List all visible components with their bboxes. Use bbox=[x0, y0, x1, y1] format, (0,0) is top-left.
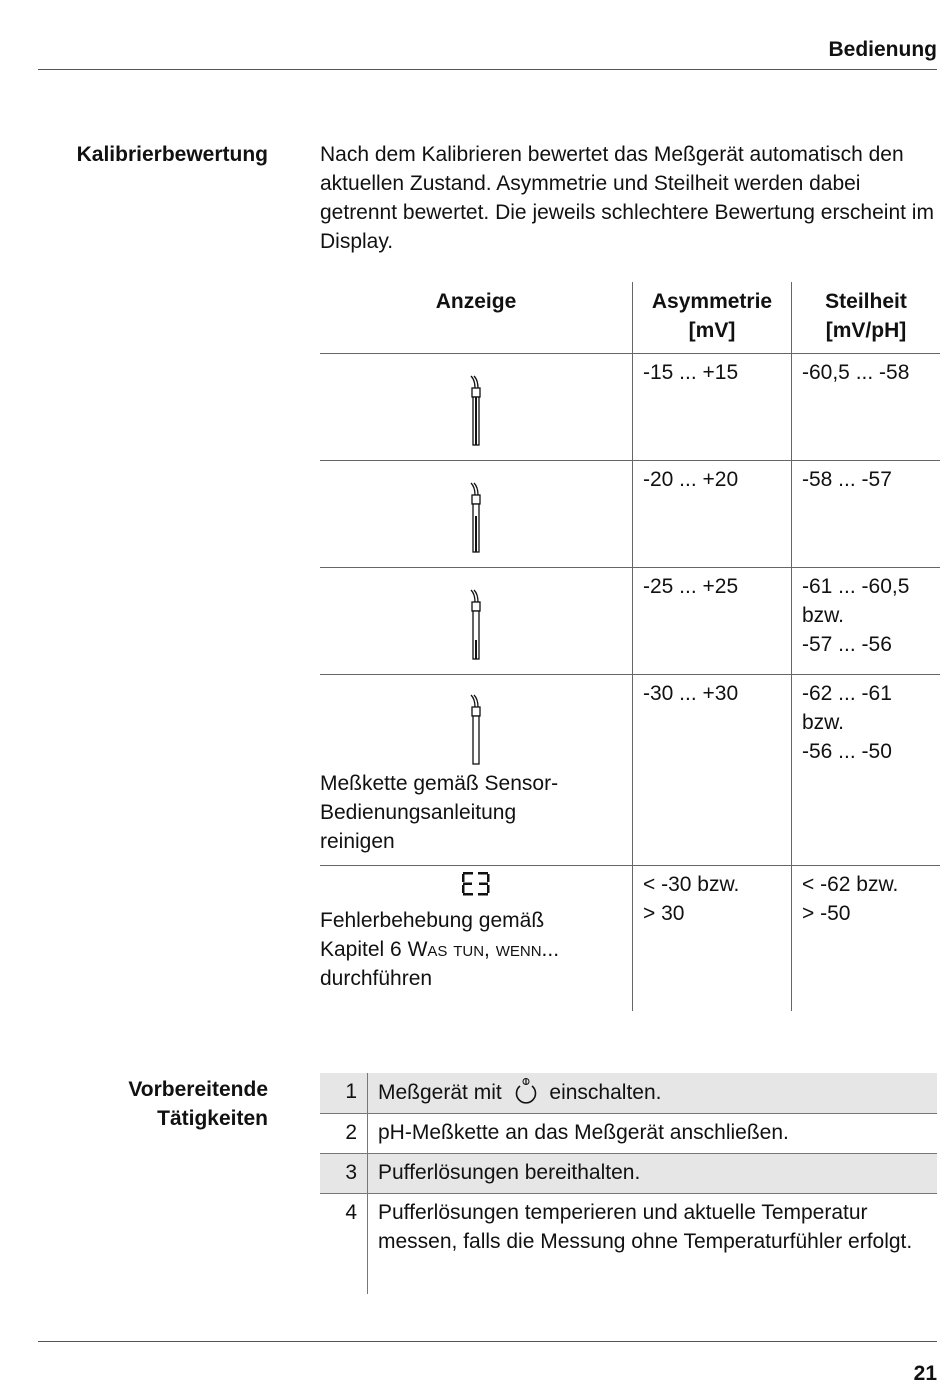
step-number: 1 bbox=[320, 1073, 368, 1113]
troubleshooting-note-line: Fehlerbehebung gemäß bbox=[320, 909, 545, 932]
slope-cell bbox=[791, 866, 940, 1011]
step-number: 4 bbox=[320, 1194, 368, 1294]
error-e3-icon bbox=[461, 870, 491, 898]
table-row bbox=[320, 354, 940, 461]
clean-note-line: Meßkette gemäß Sensor- bbox=[320, 772, 559, 795]
asymmetry-cell: -25 ... +25 bbox=[632, 568, 791, 674]
table-row bbox=[320, 866, 940, 1011]
slope-line: -62 ... -61 bbox=[802, 682, 892, 705]
header-rule bbox=[38, 69, 937, 70]
col-header-asymmetry-label: Asymmetrie bbox=[651, 290, 773, 313]
slope-cell: -60,5 ... -58 bbox=[791, 354, 940, 460]
slope-line: > -50 bbox=[802, 902, 851, 925]
table-header-row bbox=[320, 282, 940, 354]
step-text: Pufferlösungen temperieren und aktuelle Temperatur messen, falls die Messung ohne Temperaturfühler erfolgt. bbox=[378, 1201, 913, 1253]
footer-rule bbox=[38, 1341, 937, 1342]
step-text: pH-Meßkette an das Meßgerät anschließen. bbox=[378, 1121, 789, 1144]
list-item bbox=[320, 1073, 937, 1114]
calibration-intro: Nach dem Kalibrieren bewertet das Meßgerät automatisch den aktuellen Zustand. Asymmetrie und Steilheit werden dabei getrennt bewertet. Die jeweils schlechtere Bewertung erscheint im Display. bbox=[320, 143, 934, 253]
clean-note-line: Bedienungsanleitung bbox=[320, 801, 517, 824]
slope-line: -57 ... -56 bbox=[802, 633, 892, 656]
chapter-title: Was tun, wenn... bbox=[407, 938, 560, 961]
step-text: Pufferlösungen bereithalten. bbox=[378, 1161, 641, 1184]
header-section-title: Bedienung bbox=[828, 38, 937, 61]
list-item bbox=[320, 1194, 937, 1294]
display-cell bbox=[320, 354, 632, 460]
slope-cell bbox=[791, 568, 940, 674]
col-header-slope bbox=[791, 282, 940, 353]
step-text bbox=[368, 1073, 937, 1113]
col-header-slope-label: Steilheit bbox=[825, 290, 907, 313]
col-header-slope-unit: [mV/pH] bbox=[825, 319, 907, 342]
preparation-heading bbox=[38, 1075, 268, 1133]
slope-line: bzw. bbox=[802, 604, 845, 627]
clean-note bbox=[320, 769, 632, 856]
asymmetry-cell: -20 ... +20 bbox=[632, 461, 791, 567]
step-number: 3 bbox=[320, 1154, 368, 1193]
slope-line: < -62 bzw. bbox=[802, 873, 899, 896]
display-cell bbox=[320, 675, 632, 865]
display-cell bbox=[320, 461, 632, 567]
electrode-half-icon bbox=[466, 588, 486, 662]
electrode-full-icon bbox=[466, 374, 486, 448]
table-row bbox=[320, 675, 940, 866]
list-item bbox=[320, 1154, 937, 1194]
troubleshooting-note-line: durchführen bbox=[320, 967, 433, 990]
page-number: 21 bbox=[913, 1362, 937, 1385]
slope-line: -61 ... -60,5 bbox=[802, 575, 910, 598]
calibration-heading: Kalibrierbewertung bbox=[76, 143, 268, 166]
power-icon bbox=[512, 1077, 540, 1105]
table-row bbox=[320, 568, 940, 675]
display-cell bbox=[320, 866, 632, 1011]
asymmetry-cell: -15 ... +15 bbox=[632, 354, 791, 460]
asymmetry-cell bbox=[632, 866, 791, 1011]
slope-cell bbox=[791, 675, 940, 865]
col-header-display: Anzeige bbox=[435, 290, 517, 313]
troubleshooting-note-line bbox=[320, 935, 628, 964]
preparation-heading-line: Tätigkeiten bbox=[157, 1107, 268, 1130]
calibration-table bbox=[320, 282, 940, 1011]
asymmetry-cell: -30 ... +30 bbox=[632, 675, 791, 865]
slope-line: bzw. bbox=[802, 711, 845, 734]
chapter-ref: Kapitel 6 bbox=[320, 938, 408, 961]
list-item bbox=[320, 1114, 937, 1154]
asymmetry-line: > 30 bbox=[643, 902, 685, 925]
preparation-heading-line: Vorbereitende bbox=[128, 1078, 268, 1101]
step-text-part: Meßgerät mit bbox=[378, 1081, 502, 1104]
electrode-three-quarter-icon bbox=[466, 481, 486, 555]
preparation-steps bbox=[320, 1073, 937, 1294]
clean-note-line: reinigen bbox=[320, 830, 395, 853]
step-text-part: einschalten. bbox=[549, 1081, 662, 1104]
display-cell bbox=[320, 568, 632, 674]
asymmetry-line: < -30 bzw. bbox=[643, 873, 740, 896]
troubleshooting-note bbox=[320, 906, 632, 993]
col-header-asymmetry bbox=[632, 282, 791, 353]
electrode-empty-icon bbox=[466, 693, 486, 767]
slope-cell: -58 ... -57 bbox=[791, 461, 940, 567]
step-number: 2 bbox=[320, 1114, 368, 1153]
table-row bbox=[320, 461, 940, 568]
col-header-asymmetry-unit: [mV] bbox=[688, 319, 736, 342]
slope-line: -56 ... -50 bbox=[802, 740, 892, 763]
